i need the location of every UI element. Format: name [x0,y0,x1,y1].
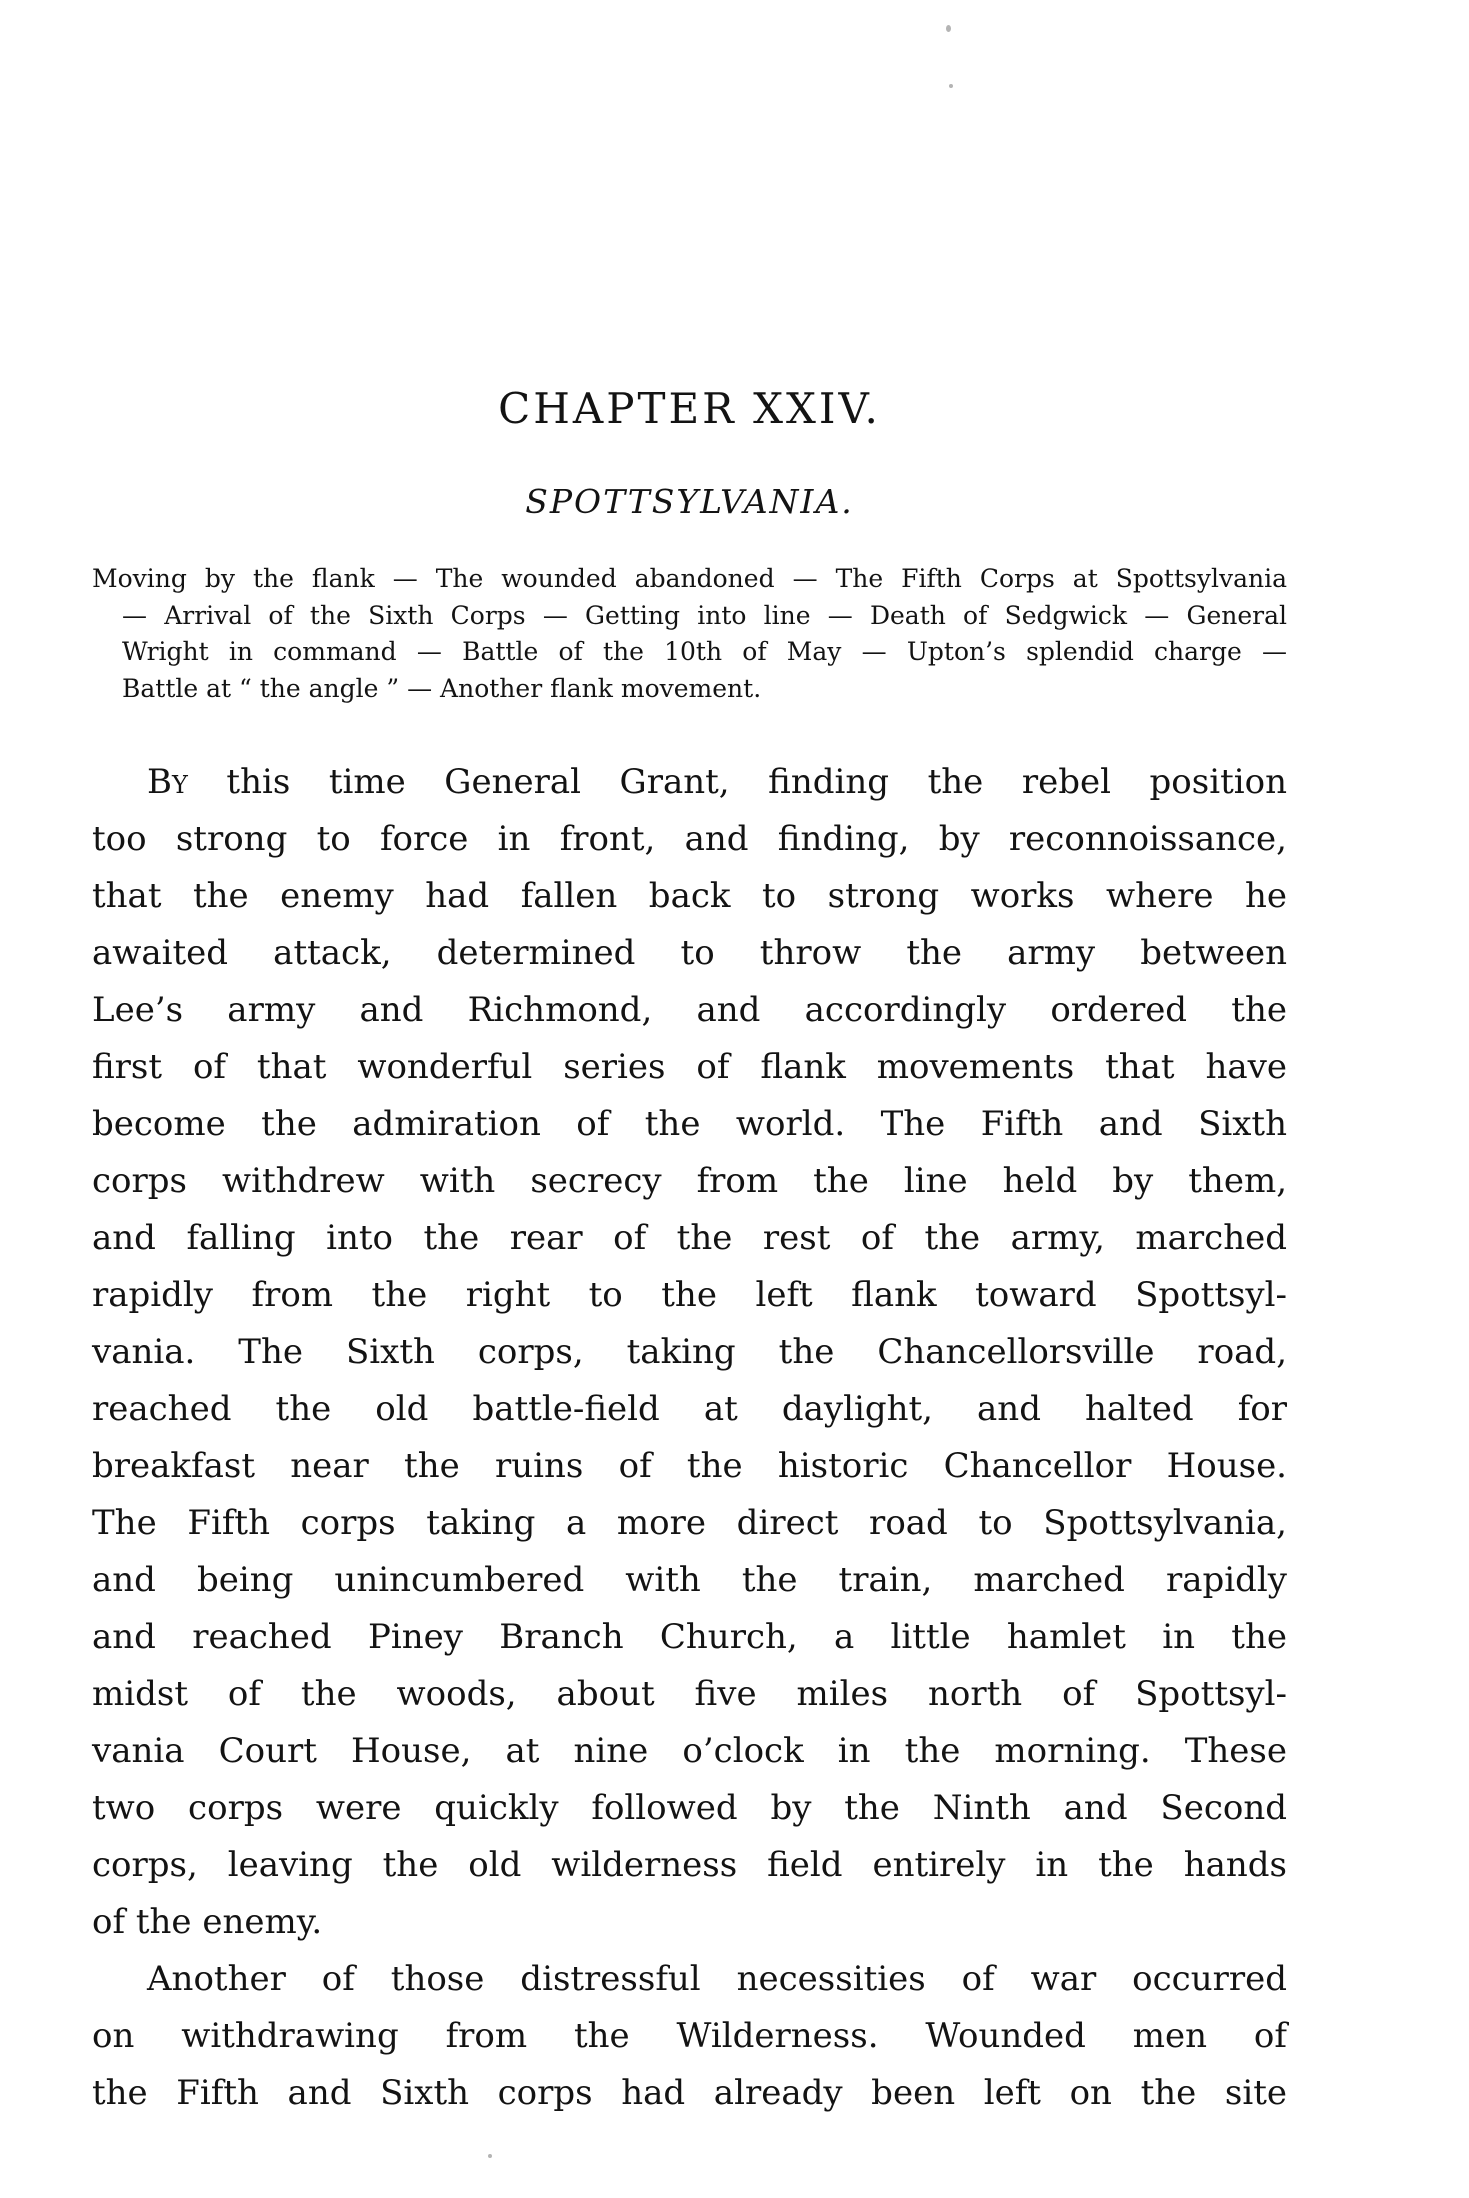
body-line: the Fifth and Sixth corps had already been left on the site [92,2073,1287,2114]
summary-line: Battle at “ the angle ” — Another flank movement. [122,673,762,703]
chapter-subtitle: SPOTTSYLVANIA. [525,482,854,522]
body-line: that the enemy had fallen back to strong works where he [92,876,1287,917]
body-line: of the enemy. [92,1902,323,1943]
body-line: and falling into the rear of the rest of the army, marched [92,1218,1287,1259]
body-line: vania. The Sixth corps, taking the Chancellorsville road, [92,1332,1287,1373]
body-line-text: this time General Grant, finding the rebel position [187,762,1287,803]
body-line: awaited attack, determined to throw the army between [92,933,1287,974]
body-line: corps, leaving the old wilderness field entirely in the hands [92,1845,1287,1886]
body-line: Another of those distressful necessities of war occurred [147,1959,1287,2000]
body-line: two corps were quickly followed by the Ninth and Second [92,1788,1287,1829]
body-line: reached the old battle-field at daylight, and halted for [92,1389,1287,1430]
chapter-heading: CHAPTER XXIV. [498,384,881,433]
chapter-summary [92,561,1287,707]
scan-speck [488,2154,492,2158]
body-line: midst of the woods, about five miles north of Spottsyl- [92,1674,1287,1715]
body-line: on withdrawing from the Wilderness. Wounded men of [92,2016,1287,2057]
body-line: Lee’s army and Richmond, and accordingly ordered the [92,990,1287,1031]
opening-word: By [147,762,188,803]
body-text [92,754,1287,2122]
scan-speck [949,84,953,88]
summary-line: — Arrival of the Sixth Corps — Getting into line — Death of Sedgwick — General [122,600,1287,630]
body-line: and being unincumbered with the train, marched rapidly [92,1560,1287,1601]
paragraph-2 [92,1951,1287,2122]
body-line: too strong to force in front, and finding, by reconnoissance, [92,819,1287,860]
body-line: rapidly from the right to the left flank toward Spottsyl- [92,1275,1287,1316]
summary-line: Moving by the flank — The wounded abandoned — The Fifth Corps at Spottsylvania [92,564,1287,594]
body-line [92,754,1287,811]
body-line: The Fifth corps taking a more direct road to Spottsylvania, [92,1503,1287,1544]
paragraph-1 [92,754,1287,1951]
paragraph-1-lines [92,811,1287,1951]
body-line: become the admiration of the world. The Fifth and Sixth [92,1104,1287,1145]
body-line: first of that wonderful series of flank movements that have [92,1047,1287,1088]
body-line: vania Court House, at nine o’clock in the morning. These [92,1731,1287,1772]
body-line: corps withdrew with secrecy from the line held by them, [92,1161,1287,1202]
summary-line: Wright in command — Battle of the 10th of May — Upton’s splendid charge — [122,637,1287,667]
body-line: and reached Piney Branch Church, a little hamlet in the [92,1617,1287,1658]
page-content [0,385,1469,2122]
body-line: breakfast near the ruins of the historic Chancellor House. [92,1446,1287,1487]
scan-speck [946,25,951,32]
